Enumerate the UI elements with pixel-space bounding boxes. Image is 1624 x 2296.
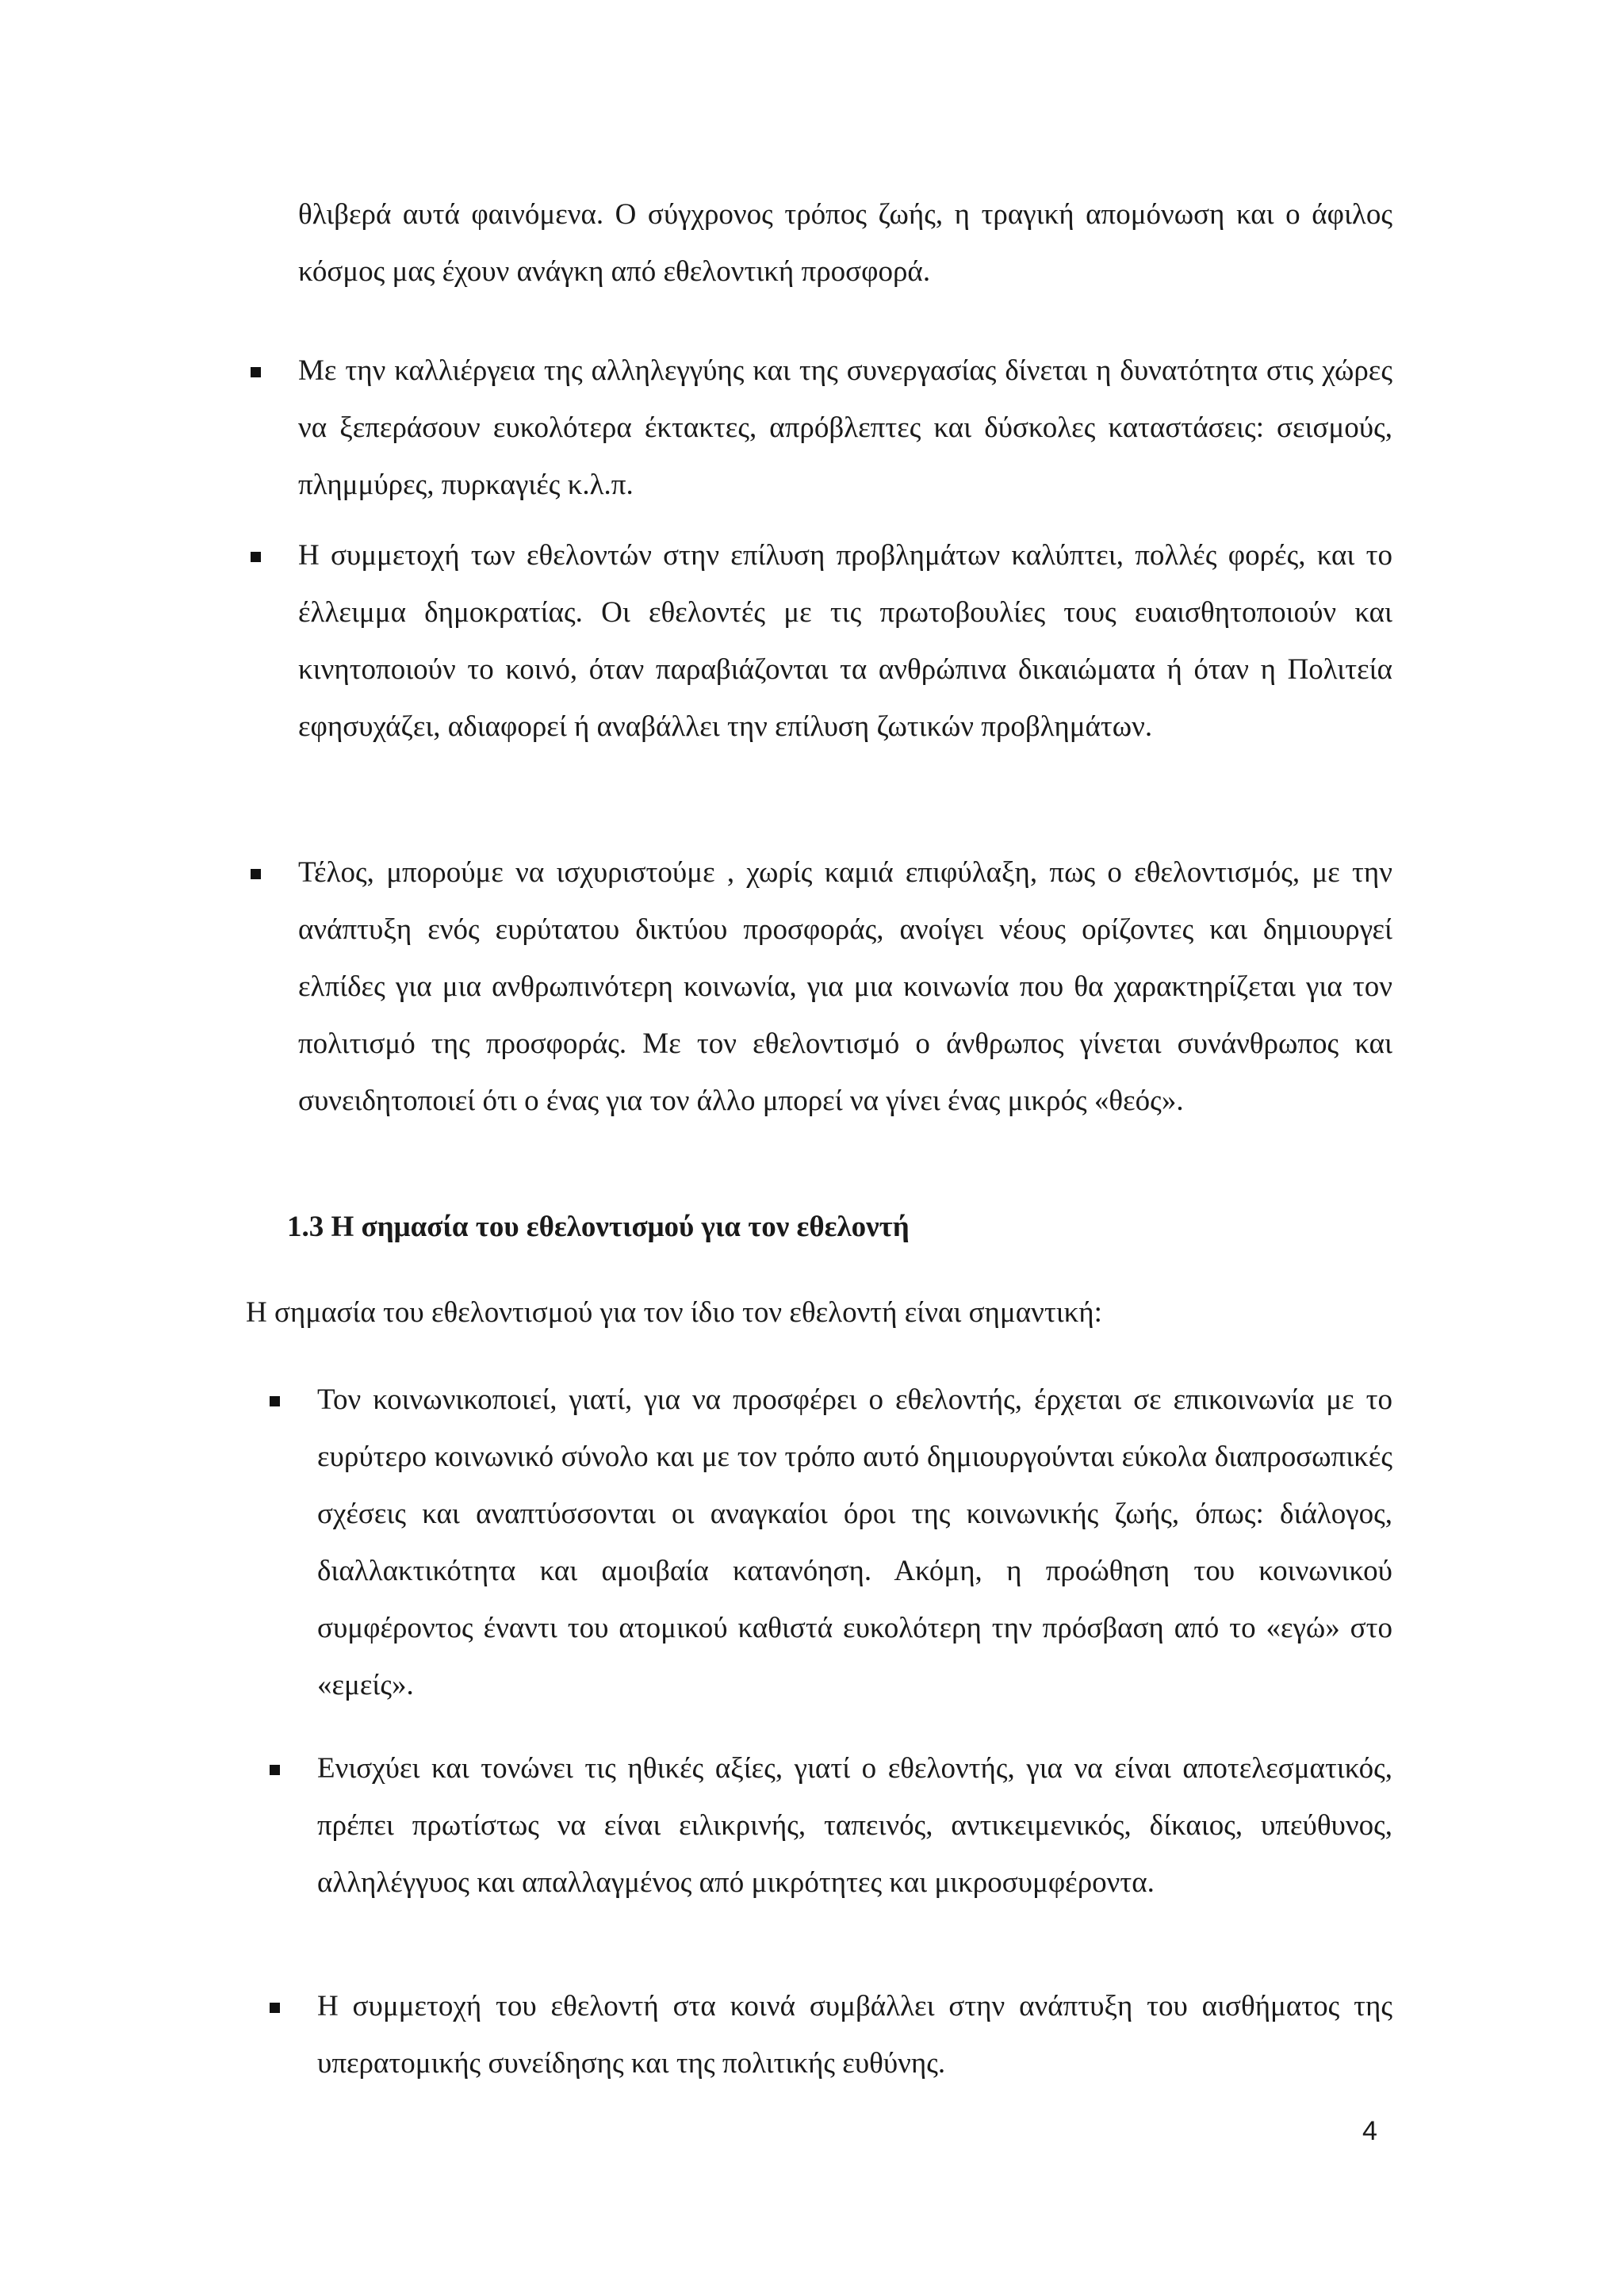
square-bullet-icon xyxy=(251,869,261,879)
square-bullet-icon xyxy=(270,2003,280,2013)
continuation-paragraph xyxy=(298,186,1392,300)
intro-paragraph xyxy=(246,1284,1392,1341)
section-heading: 1.3 Η σημασία του εθελοντισμού για τον εθελοντή xyxy=(287,1211,910,1243)
list-item-text: Η συμμετοχή των εθελοντών στην επίλυση προβλημάτων καλύπτει, πολλές φορές, και το έλλειμμα δημοκρατίας. Οι εθελοντές με τις πρωτοβουλίες τους ευαισθητοποιούν και κινητοποιούν το κοινό, όταν παραβιάζονται τα ανθρώπινα δικαιώματα ή όταν η Πολιτεία εφησυχάζει, αδιαφορεί ή αναβάλλει την επίλυση ζωτικών προβλημάτων. xyxy=(298,539,1392,743)
square-bullet-icon xyxy=(251,552,261,562)
page-number: 4 xyxy=(1362,2116,1377,2146)
list-item-text: Ενισχύει και τονώνει τις ηθικές αξίες, γιατί ο εθελοντής, για να είναι αποτελεσματικός, πρέπει πρωτίστως να είναι ειλικρινής, ταπεινός, αντικειμενικός, δίκαιος, υπεύθυνος, αλληλέγγυος και απαλλαγμένος από μικρότητες και μικροσυμφέροντα. xyxy=(317,1752,1392,1899)
list-item xyxy=(262,1978,1392,2092)
list-item xyxy=(262,1740,1392,1911)
square-bullet-icon xyxy=(270,1396,280,1406)
list-item xyxy=(244,527,1392,756)
list-item xyxy=(262,1372,1392,1714)
list-item-text: Τον κοινωνικοποιεί, γιατί, για να προσφέρει ο εθελοντής, έρχεται σε επικοινωνία με το ευρύτερο κοινωνικό σύνολο και με τον τρόπο αυτό δημιουργούνται εύκολα διαπροσωπικές σχέσεις και αναπτύσσονται οι αναγκαίοι όροι της κοινωνικής ζωής, όπως: διάλογος, διαλλακτικότητα και αμοιβαία κατανόηση. Ακόμη, η προώθηση του κοινωνικού συμφέροντος έναντι του ατομικού καθιστά ευκολότερη την πρόσβαση από το «εγώ» στο «εμείς». xyxy=(317,1383,1392,1701)
list-item-text: Με την καλλιέργεια της αλληλεγγύης και της συνεργασίας δίνεται η δυνατότητα στις χώρες να ξεπεράσουν ευκολότερα έκτακτες, απρόβλεπτες και δύσκολες καταστάσεις: σεισμούς, πλημμύρες, πυρκαγιές κ.λ.π. xyxy=(298,354,1392,501)
intro-text: Η σημασία του εθελοντισμού για τον ίδιο τον εθελοντή είναι σημαντική: xyxy=(246,1296,1102,1329)
continuation-text: θλιβερά αυτά φαινόμενα. Ο σύγχρονος τρόπος ζωής, η τραγική απομόνωση και ο άφιλος κόσμος μας έχουν ανάγκη από εθελοντική προσφορά. xyxy=(298,198,1392,288)
list-item xyxy=(244,844,1392,1130)
square-bullet-icon xyxy=(270,1765,280,1775)
list-item-text: Τέλος, μπορούμε να ισχυριστούμε , χωρίς καμιά επιφύλαξη, πως ο εθελοντισμός, με την ανάπτυξη ενός ευρύτατου δικτύου προσφοράς, ανοίγει νέους ορίζοντες και δημιουργεί ελπίδες για μια ανθρωπινότερη κοινωνία, για μια κοινωνία που θα χαρακτηρίζεται για τον πολιτισμό της προσφοράς. Με τον εθελοντισμό ο άνθρωπος γίνεται συνάνθρωπος και συνειδητοποιεί ότι ο ένας για τον άλλο μπορεί να γίνει ένας μικρός «θεός». xyxy=(298,856,1392,1117)
list-item-text: Η συμμετοχή του εθελοντή στα κοινά συμβάλλει στην ανάπτυξη του αισθήματος της υπερατομικής συνείδησης και της πολιτικής ευθύνης. xyxy=(317,1990,1392,2080)
square-bullet-icon xyxy=(251,367,261,377)
list-item xyxy=(244,342,1392,514)
